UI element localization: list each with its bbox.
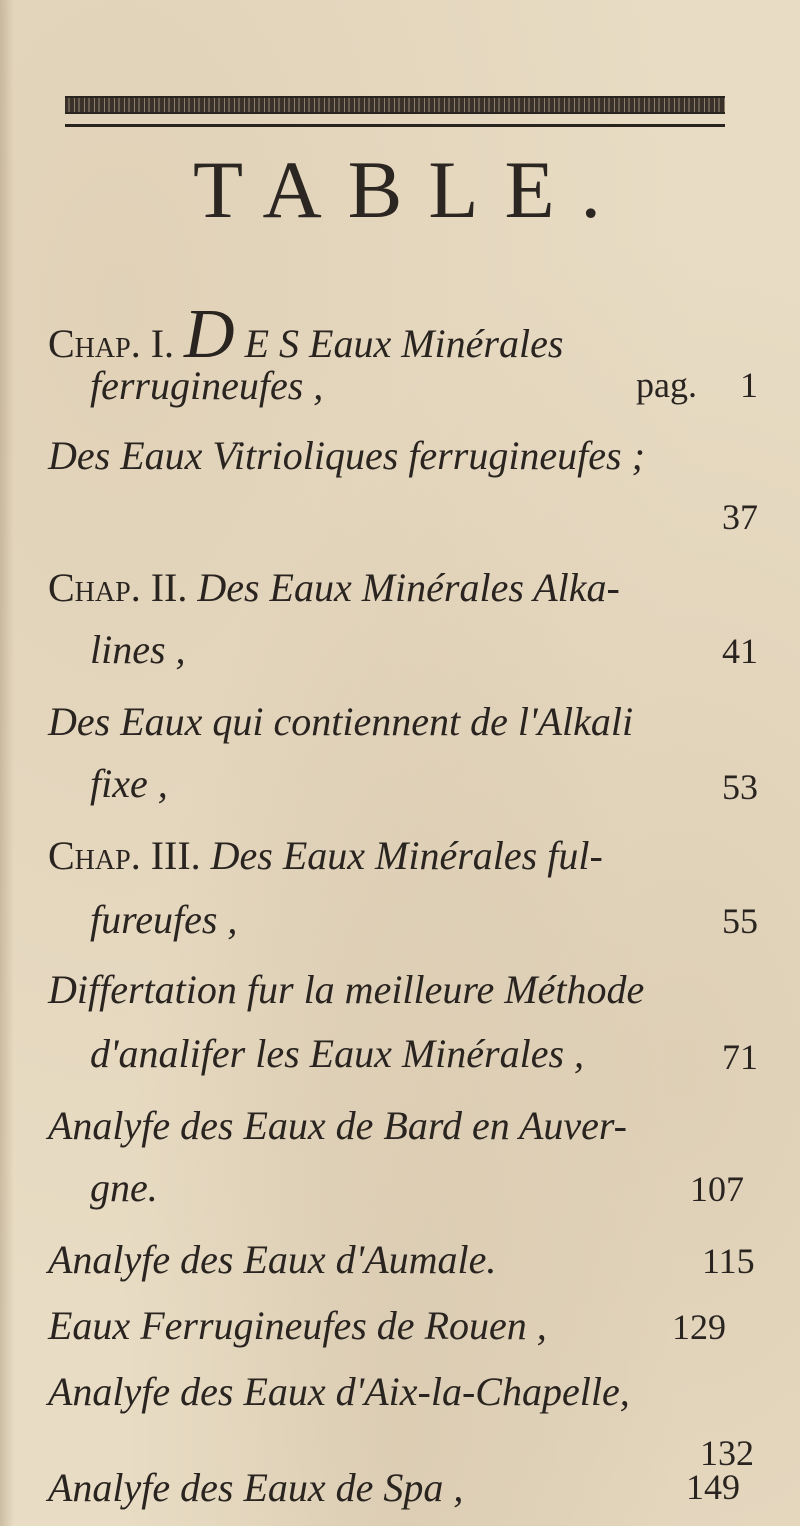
page-prefix: pag. bbox=[636, 365, 697, 405]
header-ornament-band bbox=[65, 96, 725, 114]
toc-entry-rouen: Eaux Ferrugineufes de Rouen , bbox=[48, 1303, 547, 1348]
page-number: 71 bbox=[722, 1037, 758, 1077]
page-number: 132 bbox=[700, 1433, 754, 1473]
page-number: 149 bbox=[686, 1467, 740, 1507]
entry-title-line2: ferrugineufes , bbox=[90, 363, 324, 408]
entry-title-line1: Des Eaux Minérales ful- bbox=[210, 833, 603, 878]
drop-cap: D bbox=[184, 296, 235, 373]
toc-entry-bard: Analyfe des Eaux de Bard en Auver- bbox=[48, 1103, 628, 1148]
page-number: 55 bbox=[722, 901, 758, 941]
page-number: 53 bbox=[722, 767, 758, 807]
toc-entry-aix-la-chapelle: Analyfe des Eaux d'Aix-la-Chapelle, bbox=[48, 1369, 630, 1414]
entry-title-line2: d'analifer les Eaux Minérales , bbox=[90, 1031, 585, 1076]
entry-title-line2: gne. bbox=[90, 1165, 158, 1210]
entry-title-line1: E S Eaux Minérales bbox=[244, 321, 564, 366]
chapter-label: Chap. II. bbox=[48, 565, 188, 610]
entry-title-line2: fureufes , bbox=[90, 897, 238, 942]
chapter-label: Chap. I. bbox=[48, 321, 175, 366]
page-number: 41 bbox=[722, 631, 758, 671]
toc-entry-alkali: Des Eaux qui contiennent de l'Alkali bbox=[48, 699, 634, 744]
page-number: 107 bbox=[690, 1169, 744, 1209]
page-title: TABLE. bbox=[192, 144, 628, 235]
toc-entry-chap-3 bbox=[48, 832, 603, 879]
entry-title-line1: Des Eaux Minérales Alka- bbox=[197, 565, 620, 610]
entry-title-line2: lines , bbox=[90, 627, 186, 672]
page-number: 129 bbox=[672, 1307, 726, 1347]
page-number: 37 bbox=[722, 497, 758, 537]
toc-entry-dissertation: Differtation fur la meilleure Méthode bbox=[48, 967, 645, 1012]
page-number: 1 bbox=[740, 365, 758, 405]
header-ornament-rule bbox=[65, 124, 725, 127]
toc-entry-chap-1 bbox=[48, 296, 564, 373]
toc-entry-vitrioliques: Des Eaux Vitrioliques ferrugineufes ; bbox=[48, 433, 645, 478]
entry-title-line2: fixe , bbox=[90, 761, 168, 806]
toc-entry-spa: Analyfe des Eaux de Spa , bbox=[48, 1465, 464, 1510]
page-number: 115 bbox=[702, 1241, 755, 1281]
toc-entry-aumale: Analyfe des Eaux d'Aumale. bbox=[48, 1237, 497, 1282]
chapter-label: Chap. III. bbox=[48, 833, 201, 878]
toc-entry-chap-2 bbox=[48, 564, 620, 611]
